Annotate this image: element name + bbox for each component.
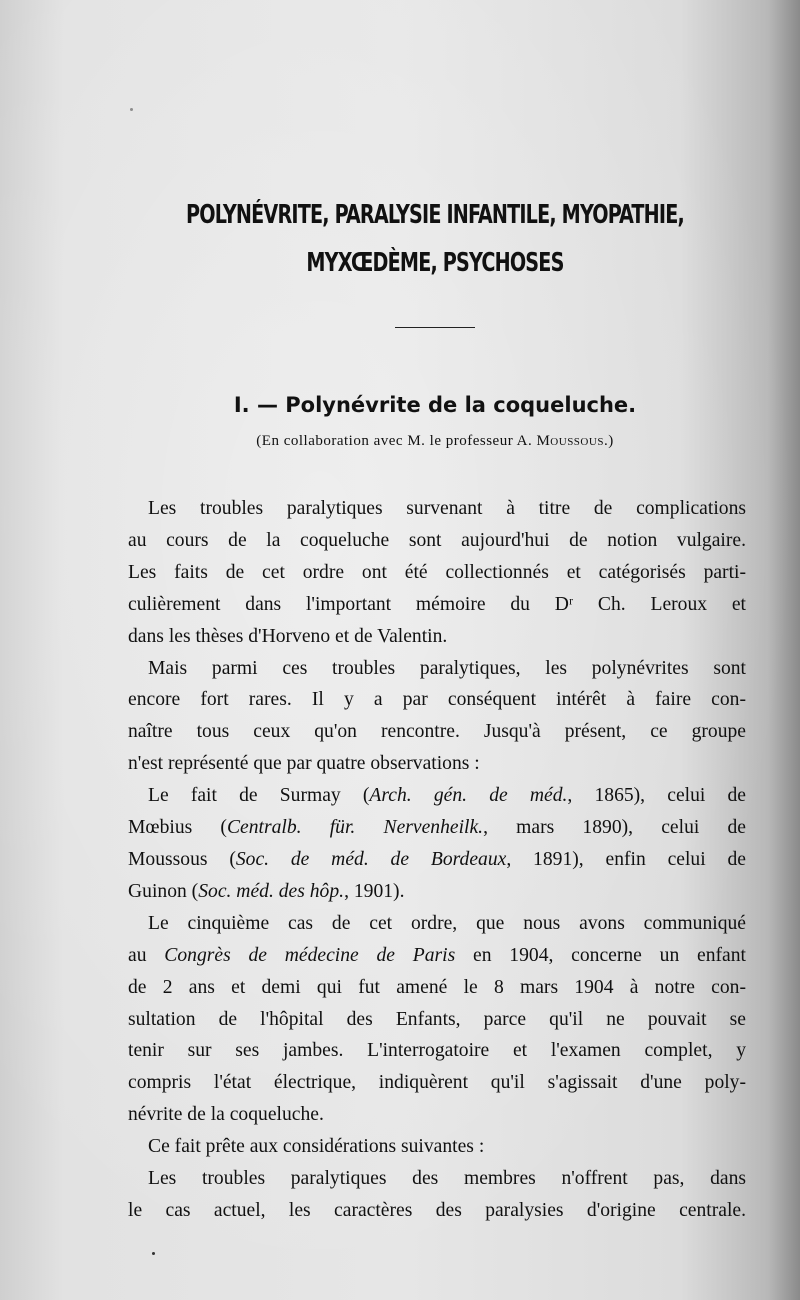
text-line: naître tous ceux qu'on rencontre. Jusqu'à présent, ce groupe — [128, 721, 746, 743]
reference-line — [128, 812, 746, 844]
ref-journal: Soc. de méd. de Bordeaux — [235, 848, 507, 870]
text-line: Mais parmi ces troubles paralytiques, les polynévrites sont — [148, 657, 746, 679]
chapter-title-line-2: MYXŒDÈME, PSYCHOSES — [306, 248, 564, 278]
text-line: culièrement dans l'important mémoire du Dʳ Ch. Leroux et — [128, 593, 746, 615]
case-text: au — [128, 944, 165, 966]
title-divider — [395, 327, 475, 328]
paper-speck — [152, 1252, 155, 1255]
text-line: encore fort rares. Il y a par conséquent intérêt à faire con- — [128, 689, 746, 711]
reference-line — [128, 844, 746, 876]
collab-name: Moussous — [536, 433, 604, 449]
section-heading: I. — Polynévrite de la coqueluche. — [233, 393, 637, 417]
text-line: compris l'état électrique, indiquèrent qu'il s'agissait d'une poly- — [128, 1072, 746, 1094]
text-line: tenir sur ses jambes. L'interrogatoire et l'examen complet, y — [128, 1040, 746, 1062]
ref-journal: Arch. gén. de méd. — [369, 785, 568, 807]
text-line: le cas actuel, les caractères des paralysies d'origine centrale. — [128, 1199, 746, 1221]
ref-journal: Centralb. für. Nervenheilk. — [226, 817, 484, 839]
ref-text: , 1891), enfin celui de — [506, 848, 746, 870]
text-line: n'est représenté que par quatre observations : — [128, 753, 480, 775]
text-line — [128, 940, 746, 972]
text-line: Les troubles paralytiques survenant à titre de complications — [148, 498, 746, 519]
text-line: au cours de la coqueluche sont aujourd'hui de notion vulgaire. — [128, 529, 746, 551]
ref-text: Moussous ( — [128, 848, 236, 870]
ref-text: , 1901). — [344, 880, 405, 902]
ref-text: Le fait de Surmay ( — [148, 785, 370, 807]
chapter-title-line-1: POLYNÉVRITE, PARALYSIE INFANTILE, MYOPATHIE, — [186, 200, 684, 230]
text-line: sultation de l'hôpital des Enfants, parce qu'il ne pouvait se — [128, 1008, 746, 1030]
case-text: en 1904, concerne un enfant — [455, 944, 746, 966]
body-text — [128, 493, 746, 1227]
text-line: Les faits de cet ordre ont été collectionnés et catégorisés parti- — [128, 561, 746, 583]
ref-text: , mars 1890), celui de — [483, 817, 746, 839]
paper-speck — [130, 108, 133, 111]
case-congress: Congrès de médecine de Paris — [164, 944, 456, 966]
collab-suffix: .) — [603, 433, 614, 449]
text-line: Le cinquième cas de cet ordre, que nous avons communiqué — [148, 912, 746, 934]
ref-journal: Soc. méd. des hôp. — [198, 880, 345, 902]
text-line: de 2 ans et demi qui fut amené le 8 mars 1904 à notre con- — [128, 976, 746, 998]
text-line: dans les thèses d'Horveno et de Valentin. — [128, 625, 448, 647]
reference-line — [128, 876, 746, 908]
ref-text: Guinon ( — [128, 880, 199, 902]
ref-text: Mœbius ( — [128, 817, 227, 839]
reference-line — [128, 780, 746, 812]
text-line: névrite de la coqueluche. — [128, 1104, 324, 1126]
ref-text: , 1865), celui de — [567, 785, 746, 807]
text-line: Les troubles paralytiques des membres n'offrent pas, dans — [148, 1168, 746, 1190]
collab-prefix: (En collaboration avec M. le professeur A. — [256, 433, 537, 449]
text-line: Ce fait prête aux considérations suivantes : — [148, 1136, 485, 1158]
collaboration-note — [110, 433, 760, 450]
